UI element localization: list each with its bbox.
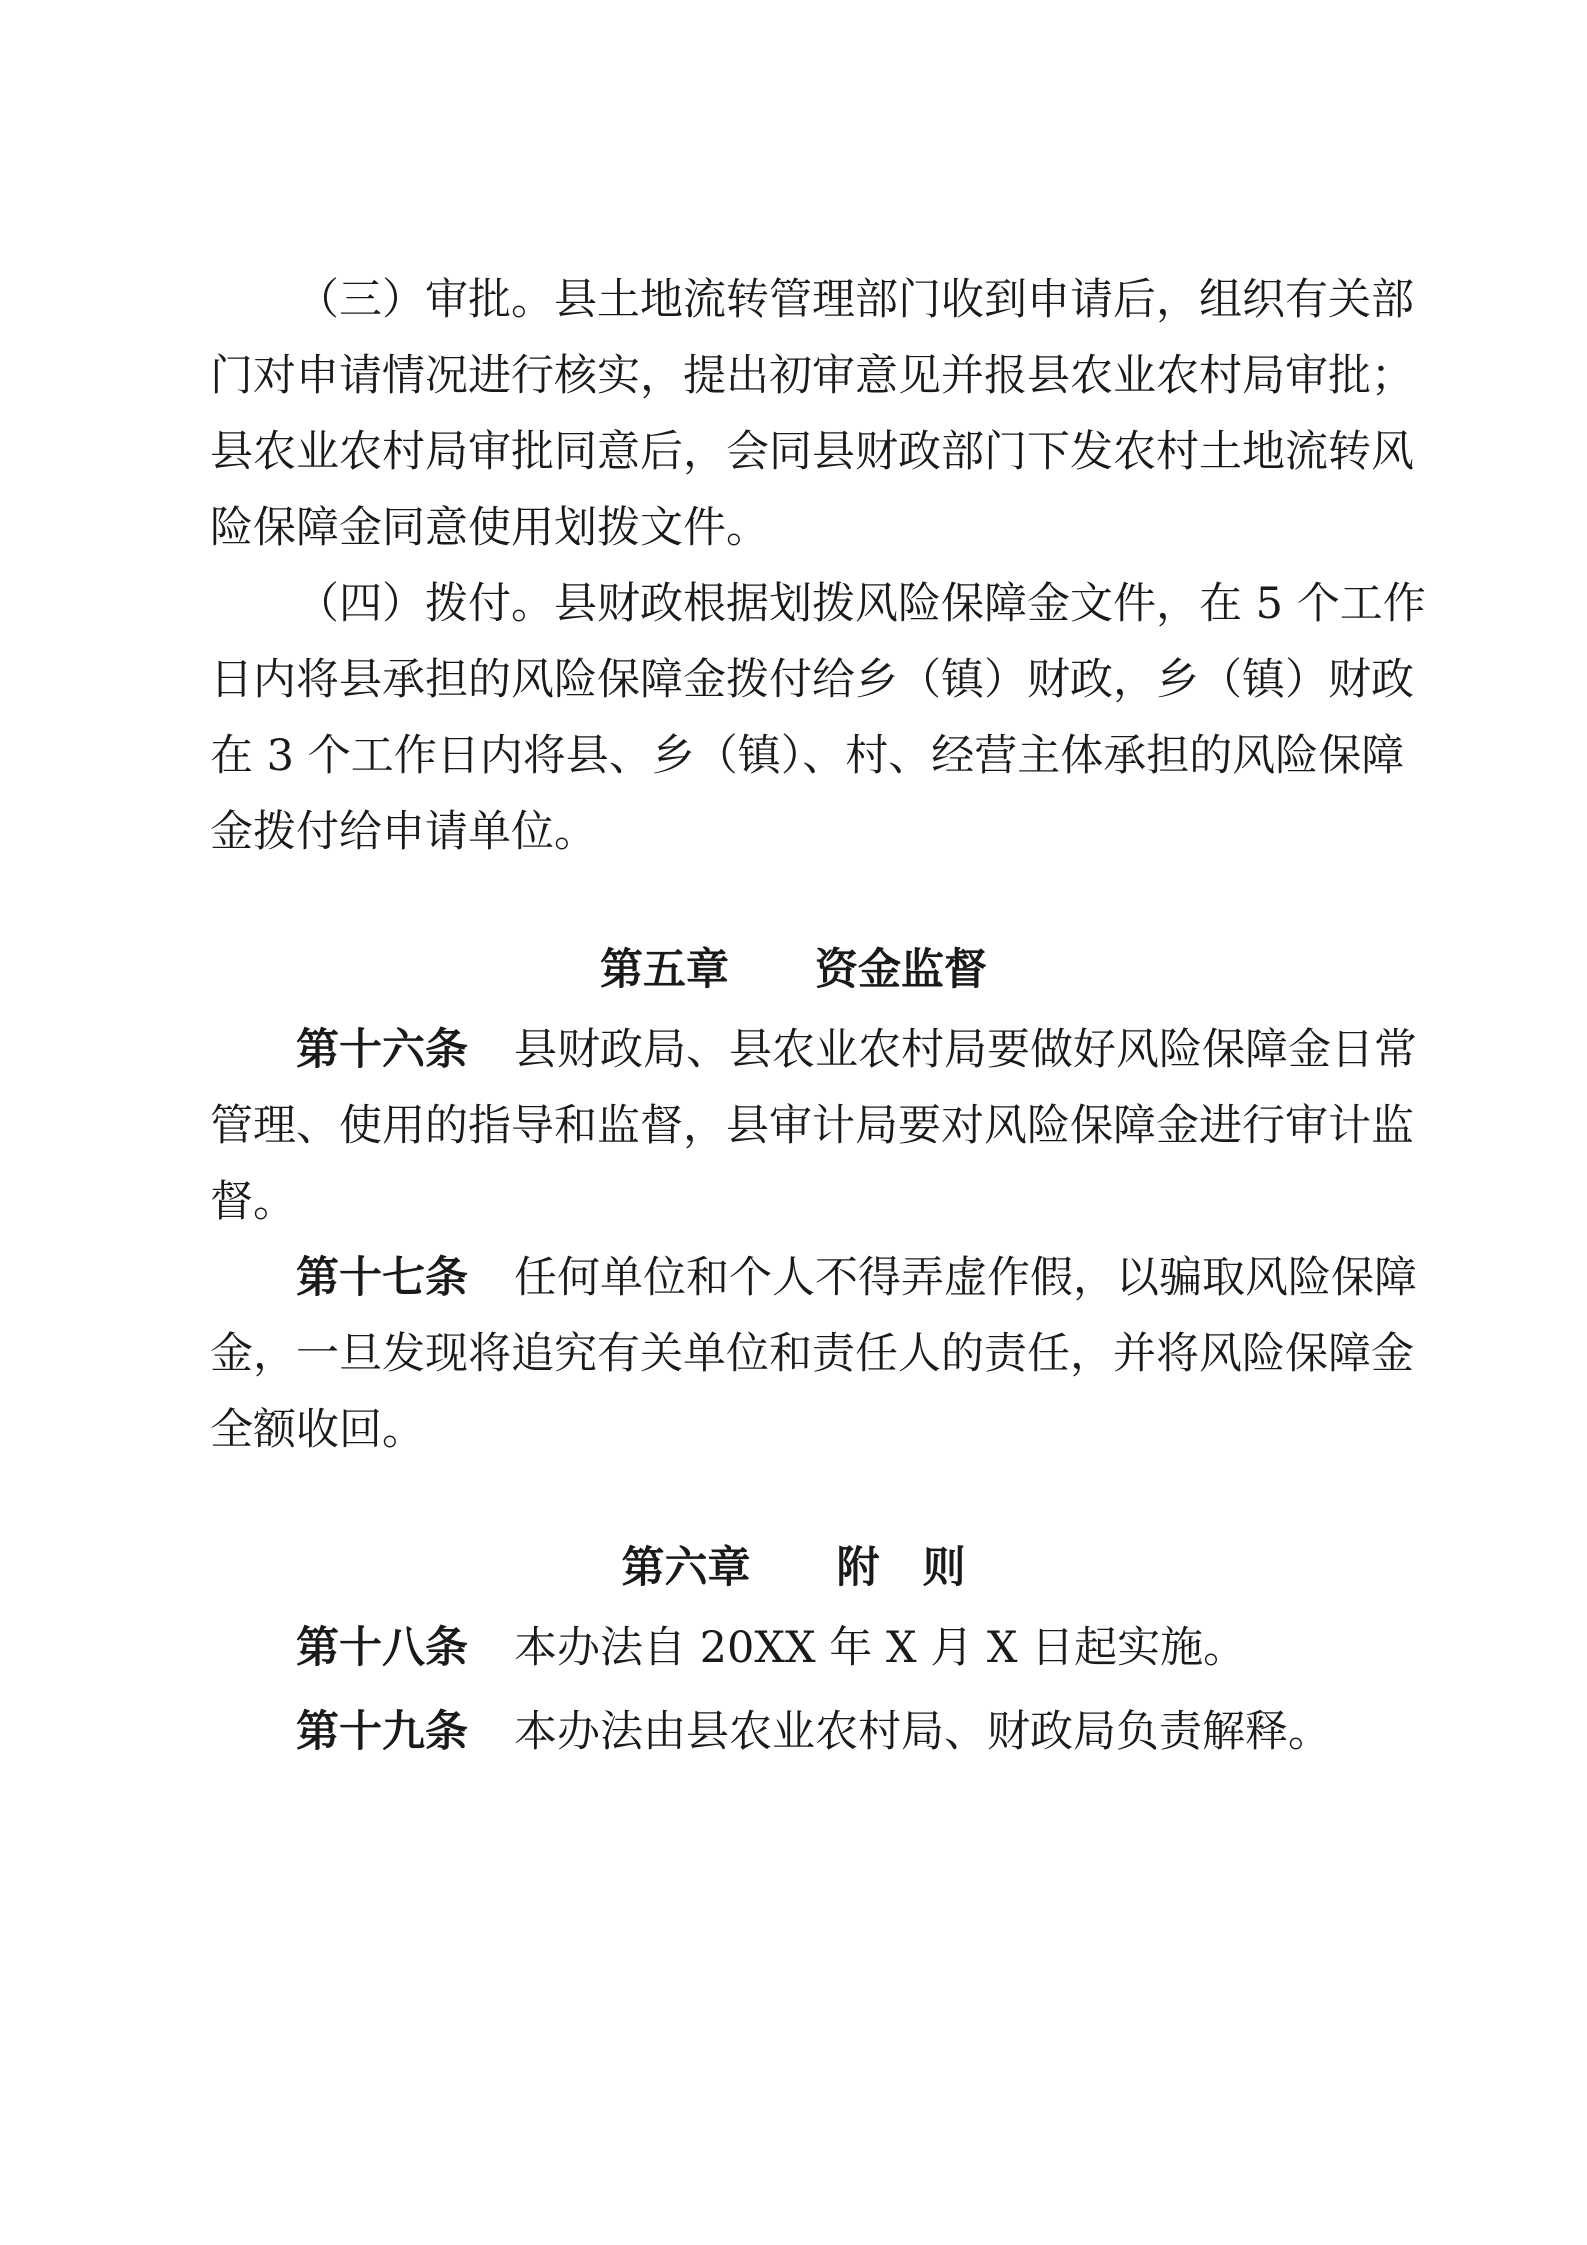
article-17-line-2: 金，一旦发现将追究有关单位和责任人的责任，并将风险保障金 (210, 1329, 1414, 1379)
paragraph-approval-line-4: 险保障金同意使用划拨文件。 (210, 503, 769, 553)
article-19-text: 本办法由县农业农村局、财政局负责解释。 (514, 1707, 1331, 1757)
paragraph-payment-line-3: 在 3 个工作日内将县、乡（镇）、村、经营主体承担的风险保障 (210, 731, 1405, 781)
paragraph-payment-line-2: 日内将县承担的风险保障金拨付给乡（镇）财政，乡（镇）财政 (210, 655, 1414, 705)
article-17-text-1: 任何单位和个人不得弄虚作假，以骗取风险保障 (514, 1253, 1417, 1303)
article-16-text-1: 县财政局、县农业农村局要做好风险保障金日常 (514, 1025, 1417, 1075)
paragraph-approval-line-3: 县农业农村局审批同意后，会同县财政部门下发农村土地流转风 (210, 427, 1414, 477)
paragraph-payment-line-1: （四）拨付。县财政根据划拨风险保障金文件，在 5 个工作 (296, 579, 1426, 629)
article-17-line-3: 全额收回。 (210, 1405, 425, 1455)
article-17-line-1 (296, 1248, 1417, 1308)
paragraph-approval-line-1: （三）审批。县土地流转管理部门收到申请后，组织有关部 (296, 275, 1414, 325)
article-16-label: 第十六条 (296, 1025, 468, 1075)
article-16-line-1 (296, 1020, 1417, 1080)
paragraph-payment-line-4: 金拨付给申请单位。 (210, 807, 597, 857)
article-18-label: 第十八条 (296, 1623, 468, 1673)
article-16-line-2: 管理、使用的指导和监督，县审计局要对风险保障金进行审计监 (210, 1101, 1414, 1151)
article-19-line (296, 1702, 1390, 1762)
article-17-label: 第十七条 (296, 1253, 468, 1303)
article-16-line-3: 督。 (210, 1177, 296, 1227)
chapter-6-title: 第六章 附 则 (621, 1543, 966, 1593)
chapter-5-title: 第五章 资金监督 (600, 945, 987, 995)
article-18-text: 本办法自 20XX 年 X 月 X 日起实施。 (514, 1623, 1247, 1673)
paragraph-approval-line-2: 门对申请情况进行核实，提出初审意见并报县农业农村局审批； (210, 351, 1414, 401)
article-19-label: 第十九条 (296, 1707, 468, 1757)
article-18-line (296, 1618, 1390, 1678)
